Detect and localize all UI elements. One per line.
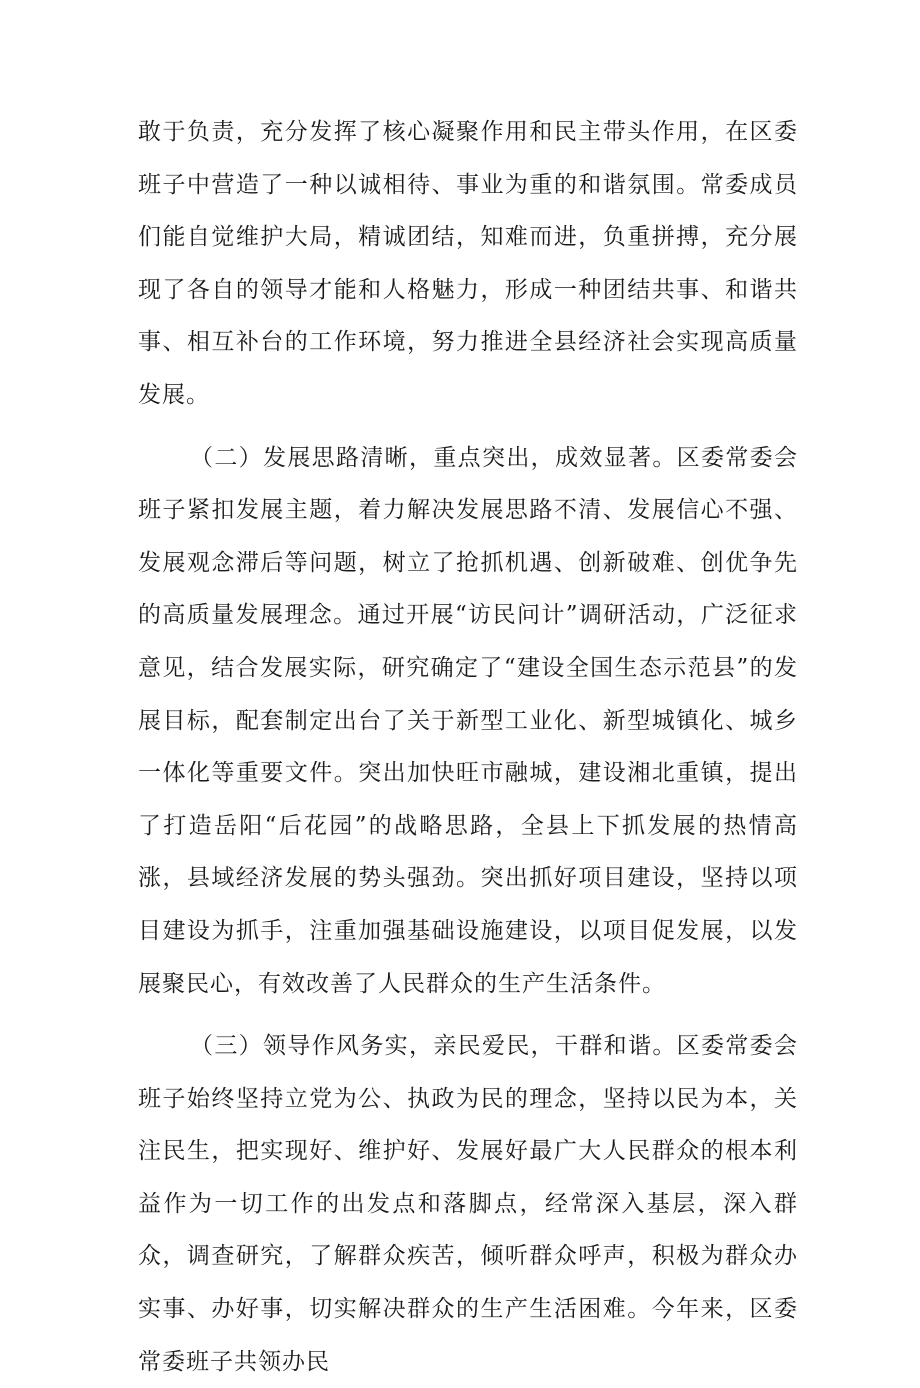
document-body (138, 106, 798, 1388)
paragraph-continuation: 敢于负责，充分发挥了核心凝聚作用和民主带头作用，在区委班子中营造了一种以诚相待、事业为重的和谐氛围。常委成员们能自觉维护大局，精诚团结，知难而进，负重拼搏，充分展现了各自的领导才能和人格魅力，形成一种团结共事、和谐共事、相互补台的工作环境，努力推进全县经济社会实现高质量发展。 (138, 119, 798, 408)
paragraph-section-3: （三）领导作风务实，亲民爱民，干群和谐。区委常委会班子始终坚持立党为公、执政为民的理念，坚持以民为本，关注民生，把实现好、维护好、发展好最广大人民群众的根本利益作为一切工作的出发点和落脚点，经常深入基层，深入群众，调查研究，了解群众疾苦，倾听群众呼声，积极为群众办实事、办好事，切实解决群众的生产生活困难。今年来，区委常委班子共领办民 (138, 1033, 798, 1375)
paragraph-section-2: （二）发展思路清晰，重点突出，成效显著。区委常委会班子紧扣发展主题，着力解决发展思路不清、发展信心不强、发展观念滞后等问题，树立了抢抓机遇、创新破难、创优争先的高质量发展理念。通过开展“访民问计”调研活动，广泛征求意见，结合发展实际，研究确定了“建设全国生态示范县”的发展目标，配套制定出台了关于新型工业化、新型城镇化、城乡一体化等重要文件。突出加快旺市融城，建设湘北重镇，提出了打造岳阳“后花园”的战略思路，全县上下抓发展的热情高涨，县域经济发展的势头强劲。突出抓好项目建设，坚持以项目建设为抓手，注重加强基础设施建设，以项目促发展，以发展聚民心，有效改善了人民群众的生产生活条件。 (138, 444, 798, 997)
